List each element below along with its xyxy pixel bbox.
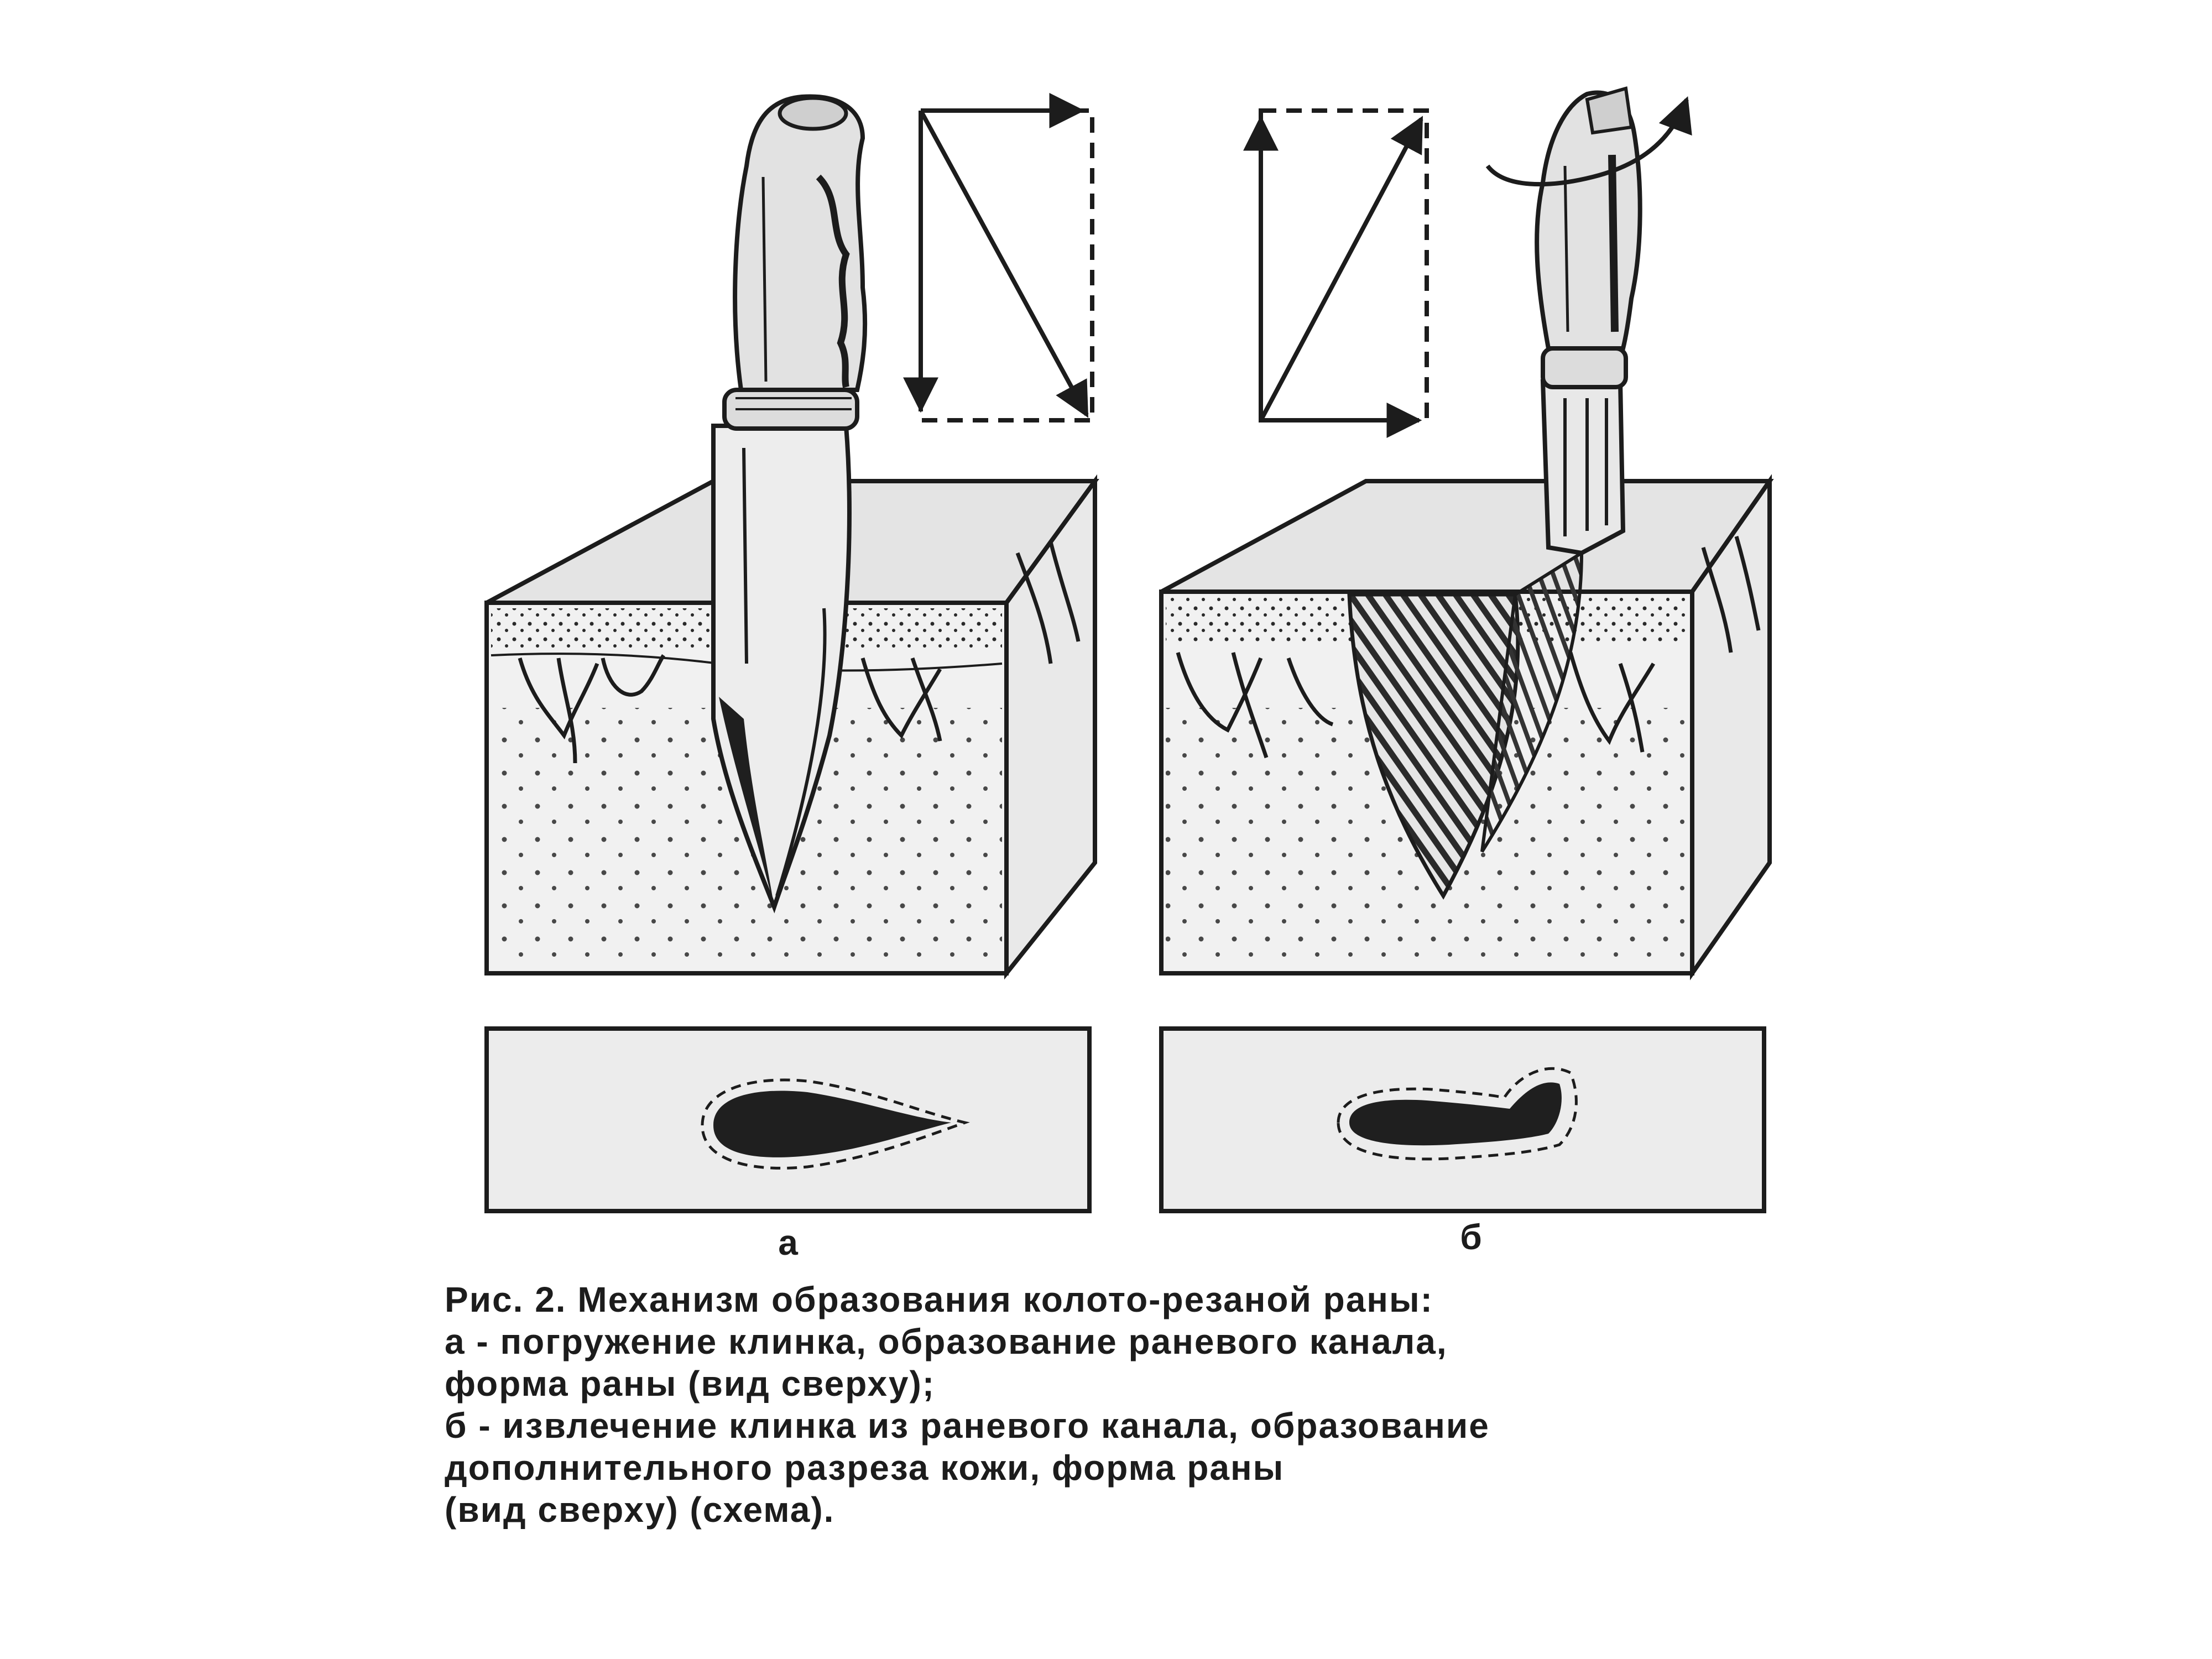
caption-line: (вид сверху) (схема). — [445, 1490, 835, 1530]
caption-line: а - погружение клинка, образование раневого канала, — [445, 1322, 1448, 1361]
panel-b-force-diagram — [1261, 111, 1427, 420]
caption-line: дополнительного разреза кожи, форма раны — [445, 1448, 1285, 1488]
caption-line: форма раны (вид сверху); — [445, 1364, 936, 1404]
figure-caption — [445, 1279, 1882, 1531]
caption-line: б - извлечение клинка из раневого канала, образование — [445, 1406, 1490, 1446]
panel-a-wound-top-view — [487, 1029, 1089, 1211]
panel-a-force-diagram — [921, 111, 1092, 420]
panel-b-label: б — [1460, 1217, 1482, 1257]
caption-line: Рис. 2. Механизм образования колото-резаной раны: — [445, 1280, 1433, 1319]
panel-b-wound-top-view — [1161, 1029, 1764, 1211]
panel-a-label: а — [778, 1223, 798, 1262]
panel-b-tissue-block — [1161, 481, 1770, 973]
